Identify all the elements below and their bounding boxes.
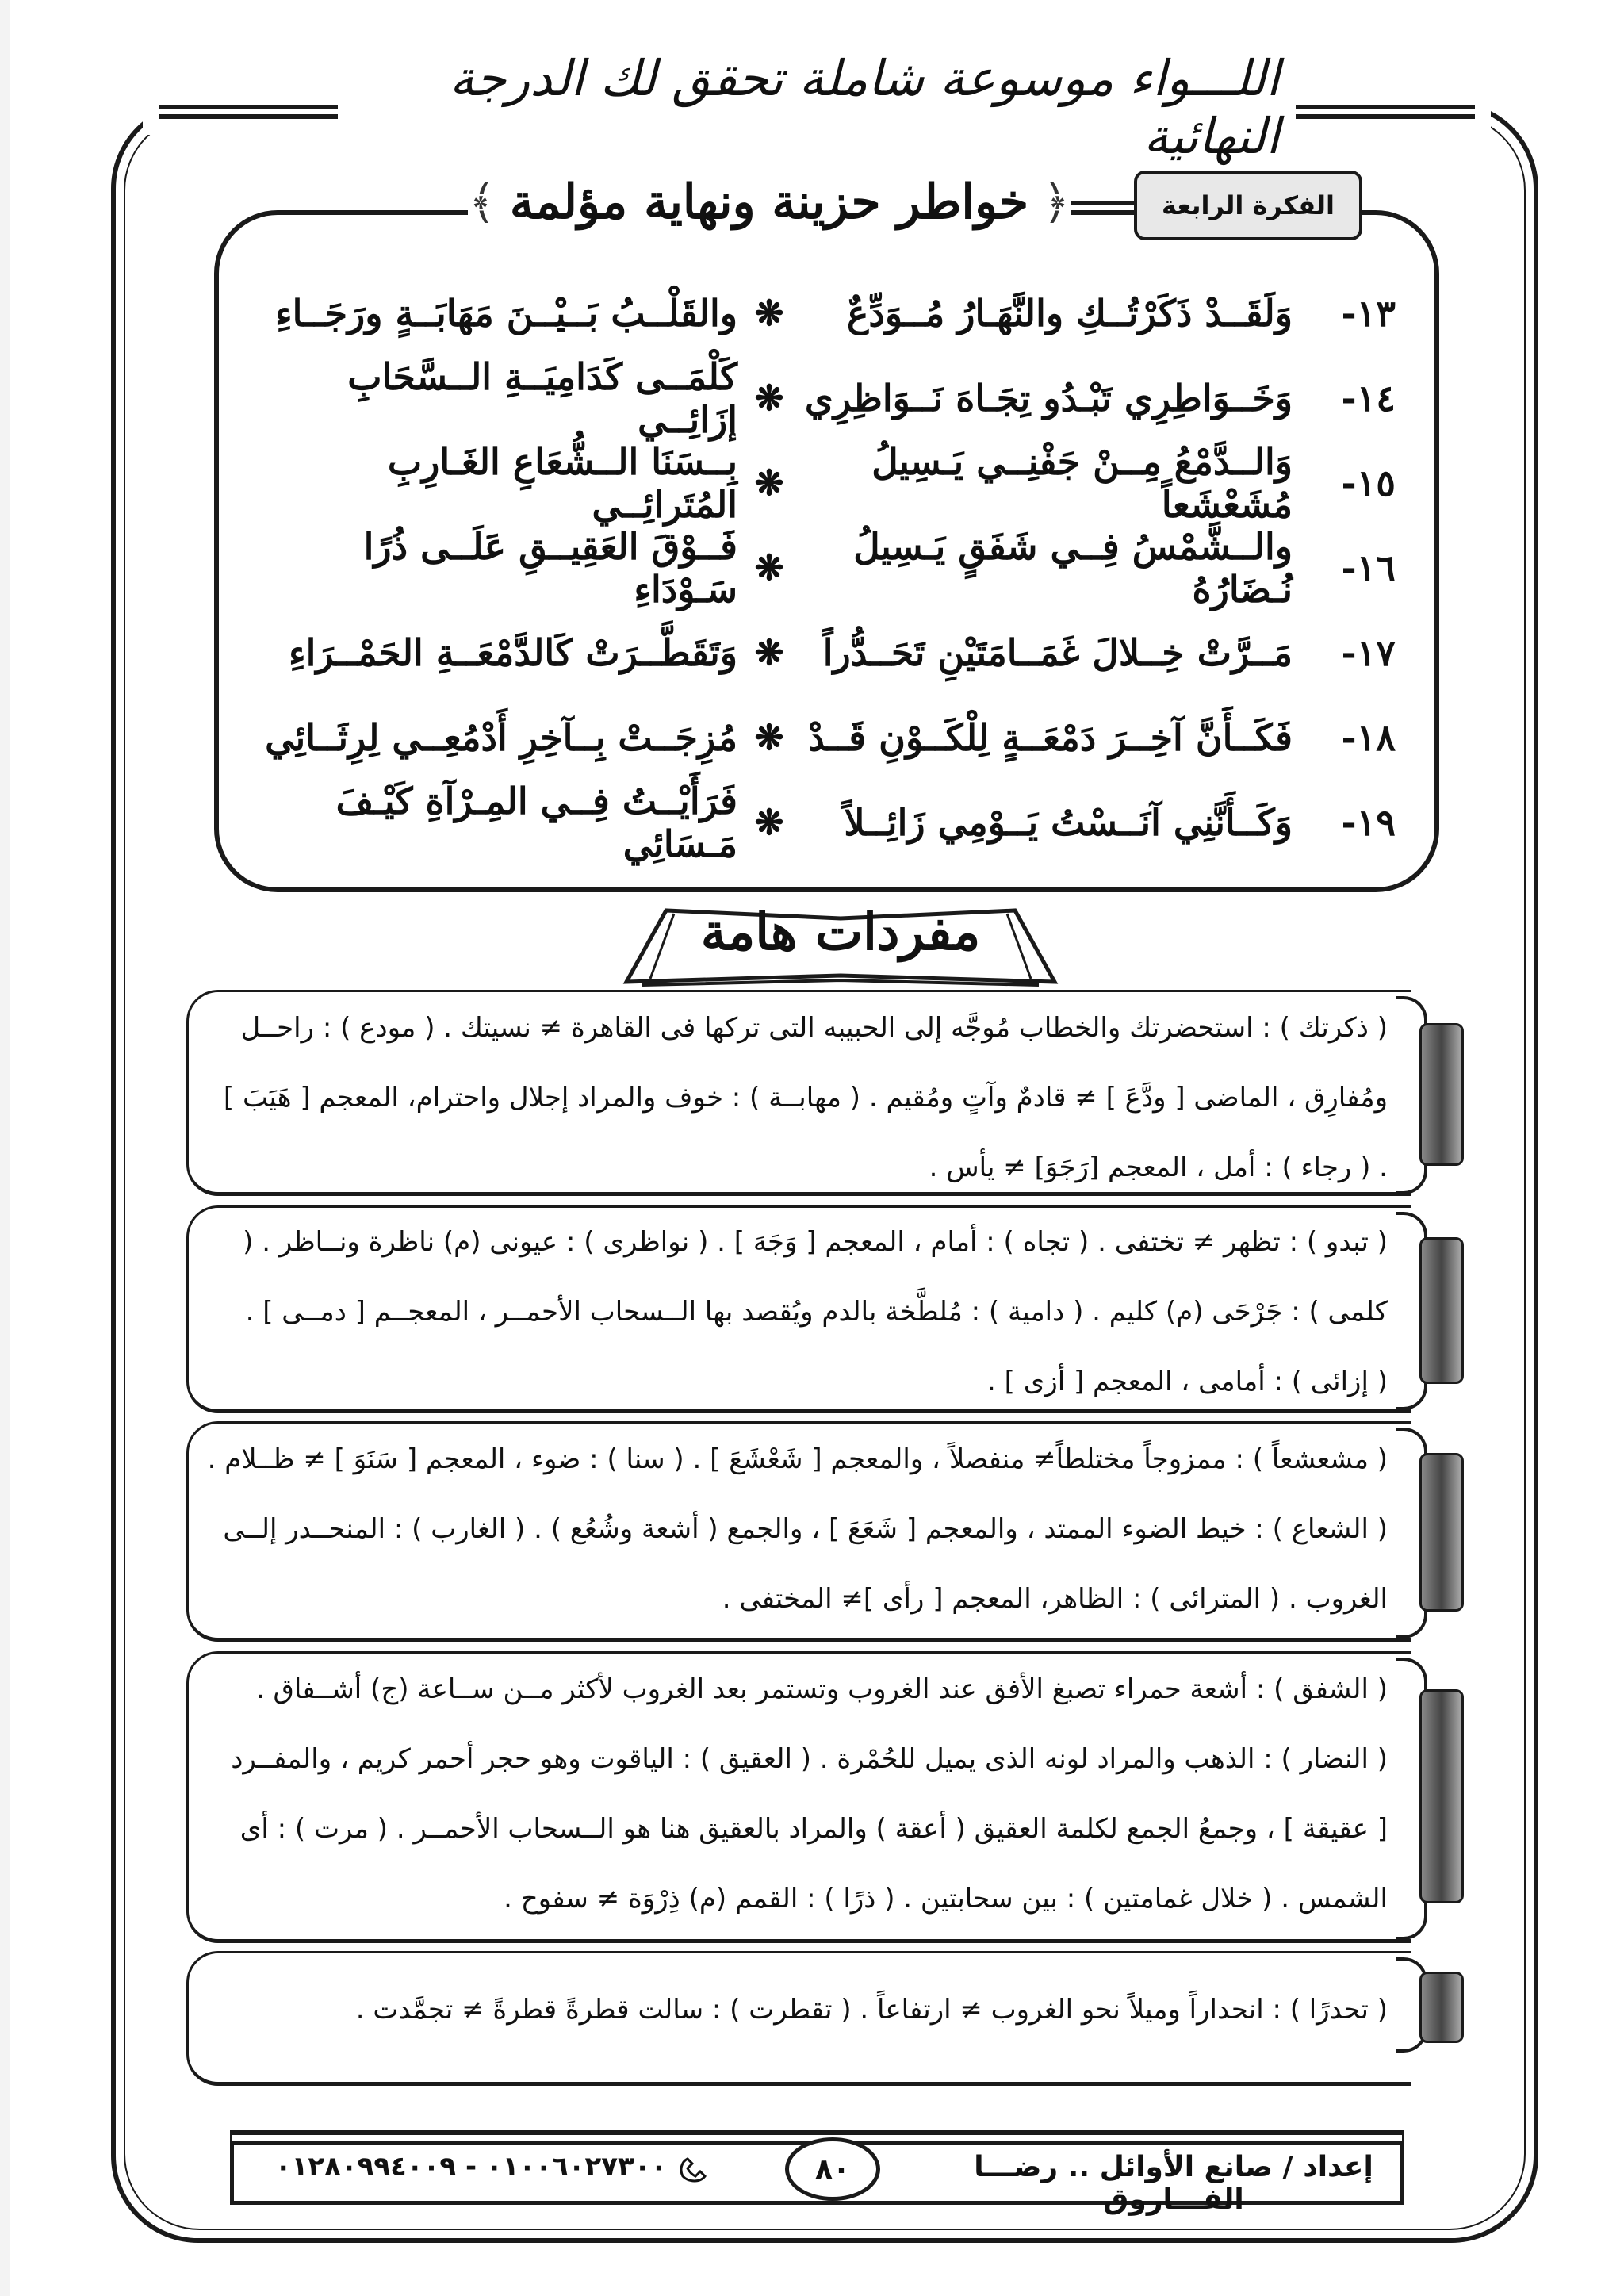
vocab-heading — [619, 887, 1063, 998]
topic-tag: الفكرة الرابعة — [1134, 171, 1362, 240]
vocab-line: ( ذكرتك ) : استحضرتك والخطاب مُوجَّه إلى الحبيبه التى تركها فى القاهرة ≠ نسيتك . ( مودع ) : راحــل — [240, 1012, 1388, 1044]
header-rule-right — [1296, 105, 1475, 109]
header-rule-left — [159, 105, 338, 109]
phone-icon — [676, 2154, 708, 2183]
vocab-line: ( الشفق ) : أشعة حمراء تصبغ الأفق عند الغروب وتستمر بعد الغروب لأكثر مــن ســاعة (ج) أشــفاق . — [255, 1673, 1388, 1705]
verse-first-hemistich: وَكَــأَنَّنِي آنَــسْتُ يَــوْمِي زَائِــلاً — [844, 801, 1293, 844]
verse-second-hemistich: وَتَقَطَّــرَتْ كَالدَّمْعَــةِ الحَمْــرَاءِ — [288, 631, 737, 674]
ornament-left-icon: ﴾ — [468, 175, 496, 229]
vocab-line: ( النضار ) : الذهب والمراد لونه الذى يميل للحُمْرة . ( العقيق ) : الياقوت وهو حجر أحمر كريم ، والمفــرد — [231, 1743, 1388, 1775]
vocab-section-tab — [1419, 1453, 1464, 1612]
verse-number: ١٨- — [1341, 716, 1396, 759]
poem-verse — [262, 613, 1396, 692]
verse-first-hemistich: فَكَــأَنَّ آخِــرَ دَمْعَــةٍ لِلْكَــوْنِ قَــدْ — [808, 716, 1293, 759]
header-title: اللـــواء موسوعة شاملة تحقق لك الدرجة النهائية — [449, 49, 1280, 165]
ornament-right-icon: ﴿ — [1043, 175, 1071, 229]
verse-first-hemistich: وَخَــوَاطِرِي تَبْـدُو تِجَـاهَ نَــوَاظِرِي — [804, 377, 1293, 420]
poem-verse — [262, 440, 1396, 526]
vocab-section — [198, 1207, 1388, 1416]
topic-heading — [468, 159, 1071, 246]
poem-verse — [262, 780, 1396, 865]
poem-verse — [262, 355, 1396, 441]
verse-number: ١٩- — [1341, 801, 1396, 844]
star-icon: ❋ — [754, 547, 784, 588]
vocab-section — [198, 1424, 1388, 1634]
verse-second-hemistich: كَلْمَــى كَدَامِيَــةِ الــسَّحَابِ إزَائِــي — [347, 355, 737, 441]
scan-edge — [0, 0, 10, 2296]
poem-verse — [262, 274, 1396, 353]
vocab-section — [198, 1654, 1388, 1934]
vocab-line: [ عقيقة ] ، وجمعُ الجمع لكلمة العقيق ( أعقة ) والمراد بالعقيق هنا هو الــسحاب الأحمــر . ( مرت ) : أى — [239, 1813, 1388, 1845]
vocab-line: ( الشعاع ) : خيط الضوء الممتد ، والمعجم [ شَعَعَ ] ، والجمع ( أشعة وشُعُع ) . ( الغارب ) : المنحــدر إلــى — [223, 1513, 1388, 1545]
footer-author: إعداد / صانع الأوائل .. رضـــا الفـــاروق — [974, 2151, 1373, 2216]
vocab-section — [198, 1975, 1388, 2045]
verse-second-hemistich: فَــوْقَ العَقِيــقِ عَلَــى ذُرًا سَـوْدَاءِ — [363, 525, 737, 611]
vocab-line: كلمى ) : جَرْحَى (م) كليم . ( دامية ) : مُلطَّخة بالدم ويُقصد بها الــسحاب الأحمــر ، المعجــم [ دمــى ] . — [245, 1296, 1388, 1328]
poem-verse — [262, 698, 1396, 777]
vocab-line: ( إزائى ) : أمامى ، المعجم [ أزى ] . — [987, 1366, 1388, 1397]
vocab-section-tab — [1419, 1972, 1464, 2043]
verse-number: ١٥- — [1341, 462, 1396, 504]
phone-numbers: ٠١٠٠٦٠٢٧٣٠٠ - ٠١٢٨٠٩٩٤٠٠٩ — [274, 2151, 668, 2183]
star-icon: ❋ — [754, 717, 784, 758]
verse-second-hemistich: بِــسَنَا الــشُّعَاعِ الغَـارِبِ المُتَرائِــي — [387, 440, 737, 526]
verse-second-hemistich: فَرَأَيْــتُ فِــي المِـرْآةِ كَيْـفَ مَـسَائِي — [335, 780, 737, 865]
verse-first-hemistich: والــشَّمْسُ فِــي شَفَقٍ يَـسِيلُ نُـضَارُهُ — [853, 525, 1293, 611]
vocab-line: ومُفارِق ، الماضى [ ودَّعَ ] ≠ قادمٌ وآتٍ ومُقيم . ( مهابــة ) : خوف والمراد إجلال واحترام، المعجم [ هَيَبَ ] — [223, 1082, 1388, 1114]
vocab-line: الشمس . ( خلال غمامتين ) : بين سحابتين . ( ذرًا ) : القمم (م) ذِرْوَة ≠ سفوح . — [504, 1883, 1388, 1915]
vocab-line: . ( رجاء ) : أمل ، المعجم [رَجَوَ] ≠ يأس . — [929, 1152, 1388, 1183]
page-header — [143, 49, 1491, 165]
vocab-line: ( مشعشعاً ) : ممزوجاً مختلطاً≠ منفصلاً ، والمعجم [ شَعْشَعَ ] . ( سنا ) : ضوء ، المعجم [ سَنَوَ ] ≠ ظــلام . — [207, 1443, 1388, 1475]
verse-second-hemistich: والقَلْــبُ بَــيْــنَ مَهَابَــةٍ ورَجَــاءِ — [274, 292, 737, 335]
star-icon: ❋ — [754, 293, 784, 334]
verse-second-hemistich: مُزِجَــتْ بِــآخِرِ أَدْمُعِــي لِرِثَــائِي — [265, 716, 737, 759]
poem-verse — [262, 525, 1396, 611]
verse-first-hemistich: وَلَقَــدْ ذَكَرْتُــكِ والنَّهَـارُ مُــوَدِّعٌ — [846, 292, 1293, 335]
vocab-line: ( تبدو ) : تظهر ≠ تختفى . ( تجاه ) : أمام ، المعجم [ وَجَهَ ] . ( نواظرى ) : عيونى (م) ناظرة ونــاظر . ( — [243, 1226, 1388, 1258]
vocab-line: الغروب . ( المترائى ) : الظاهر، المعجم [ رأى ]≠ المختفى . — [722, 1583, 1388, 1615]
verse-first-hemistich: وَالــدَّمْعُ مِــنْ جَفْنِــي يَـسِيلُ مُشَعْشَعاً — [871, 440, 1293, 526]
topic-title: خواطر حزينة ونهاية مؤلمة — [509, 174, 1029, 230]
star-icon: ❋ — [754, 632, 784, 673]
vocab-section-tab — [1419, 1689, 1464, 1903]
vocab-section-tab — [1419, 1023, 1464, 1166]
verse-number: ١٧- — [1341, 631, 1396, 674]
vocab-title: مفردات هامة — [700, 903, 981, 962]
footer-phones — [270, 2151, 714, 2195]
vocab-line: ( تحدرًا ) : انحداراً وميلاً نحو الغروب ≠ ارتفاعاً . ( تقطرت ) : سالت قطرةً قطرةً ≠ تجمَّدت . — [355, 1994, 1388, 2026]
vocab-section-tab — [1419, 1237, 1464, 1384]
verse-number: ١٣- — [1341, 292, 1396, 335]
star-icon: ❋ — [754, 378, 784, 419]
verse-number: ١٦- — [1341, 546, 1396, 589]
verse-first-hemistich: مَــرَّتْ خِــلالَ غَمَــامَتَيْنِ تَحَــدُّراً — [822, 631, 1293, 674]
vocab-section — [198, 993, 1388, 1202]
page-number: ٨٠ — [785, 2137, 880, 2201]
star-icon: ❋ — [754, 802, 784, 843]
star-icon: ❋ — [754, 462, 784, 504]
verse-number: ١٤- — [1341, 377, 1396, 420]
